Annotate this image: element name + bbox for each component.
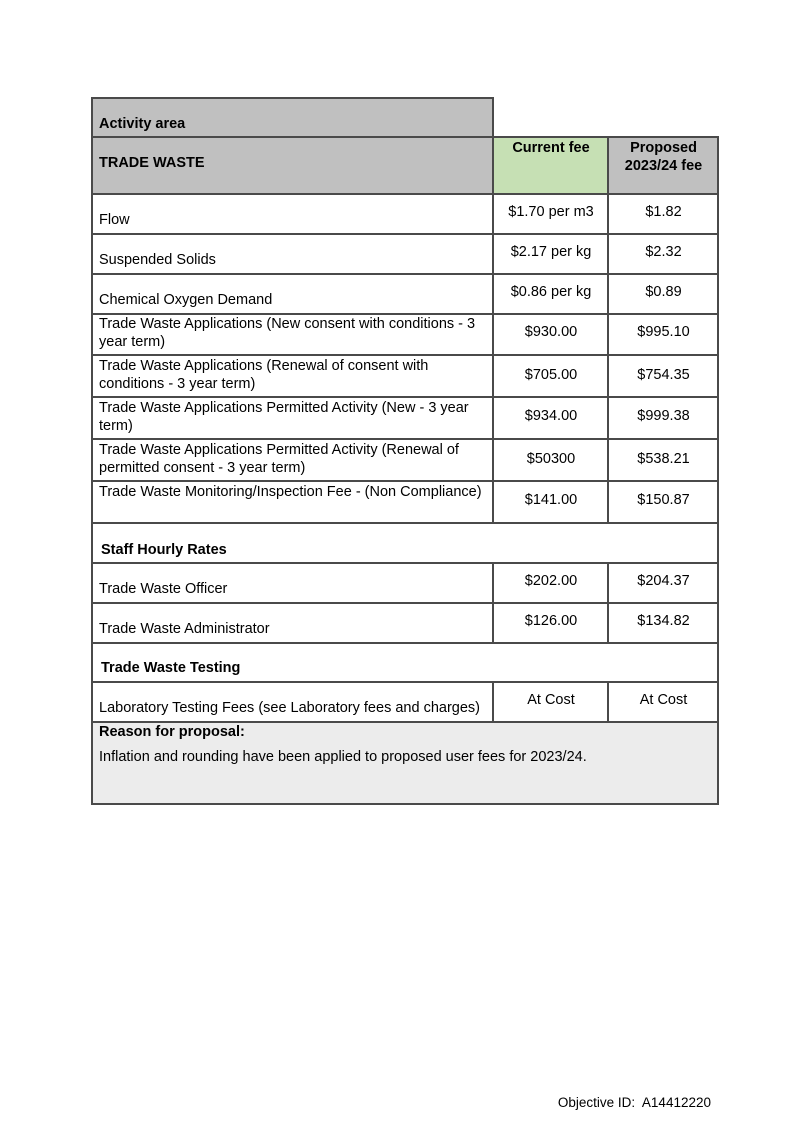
row-description: Trade Waste Officer — [99, 581, 228, 597]
row-proposed-fee: $1.82 — [645, 204, 682, 220]
row-proposed-fee: $538.21 — [637, 451, 690, 467]
section-title: TRADE WASTE — [99, 155, 205, 171]
objective-id: Objective ID: A14412220 — [557, 1095, 711, 1110]
activity-area-header-bg — [92, 98, 493, 194]
row-proposed-fee: $754.35 — [637, 367, 690, 383]
row-proposed-fee: $150.87 — [637, 492, 690, 508]
row-current-fee: $126.00 — [524, 613, 578, 629]
row-proposed-fee: $0.89 — [645, 284, 682, 300]
row-description: Trade Waste Applications (Renewal of consent with conditions - 3 year term) — [99, 358, 429, 392]
row-description: Trade Waste Applications Permitted Activity (Renewal of permitted consent - 3 year term) — [99, 442, 459, 476]
row-proposed-fee: $204.37 — [637, 573, 690, 589]
current-fee-header: Current fee — [512, 140, 590, 156]
row-proposed-fee: $999.38 — [637, 408, 690, 424]
row-description: Trade Waste Administrator — [99, 621, 270, 637]
row-proposed-fee: $134.82 — [637, 613, 690, 629]
reason-label: Reason for proposal: — [99, 724, 245, 740]
testing-section-title: Trade Waste Testing — [101, 660, 241, 676]
row-proposed-fee: At Cost — [639, 692, 688, 708]
row-description: Suspended Solids — [99, 252, 216, 268]
row-description: Flow — [99, 212, 130, 228]
row-description: Chemical Oxygen Demand — [99, 292, 273, 308]
row-current-fee: $705.00 — [524, 367, 578, 383]
row-description: Trade Waste Monitoring/Inspection Fee - (Non Compliance) — [99, 484, 482, 500]
row-current-fee: $202.00 — [524, 573, 578, 589]
row-current-fee: $1.70 per m3 — [508, 204, 594, 220]
staff-section-title: Staff Hourly Rates — [101, 542, 227, 558]
activity-area-label: Activity area — [99, 116, 186, 132]
row-current-fee: At Cost — [527, 692, 575, 708]
row-description: Trade Waste Applications (New consent with conditions - 3 year term) — [99, 316, 476, 350]
row-current-fee: $930.00 — [524, 324, 578, 340]
row-current-fee: $141.00 — [524, 492, 578, 508]
row-description: Laboratory Testing Fees (see Laboratory fees and charges) — [99, 700, 480, 716]
row-description: Trade Waste Applications Permitted Activity (New - 3 year term) — [99, 400, 469, 434]
row-current-fee: $2.17 per kg — [510, 244, 592, 260]
row-current-fee: $0.86 per kg — [510, 284, 592, 300]
row-proposed-fee: $995.10 — [637, 324, 690, 340]
row-current-fee: $50300 — [526, 451, 576, 467]
row-current-fee: $934.00 — [524, 408, 578, 424]
proposed-fee-header: Proposed 2023/24 fee — [624, 140, 703, 174]
reason-text: Inflation and rounding have been applied to proposed user fees for 2023/24. — [99, 749, 587, 765]
row-proposed-fee: $2.32 — [645, 244, 682, 260]
